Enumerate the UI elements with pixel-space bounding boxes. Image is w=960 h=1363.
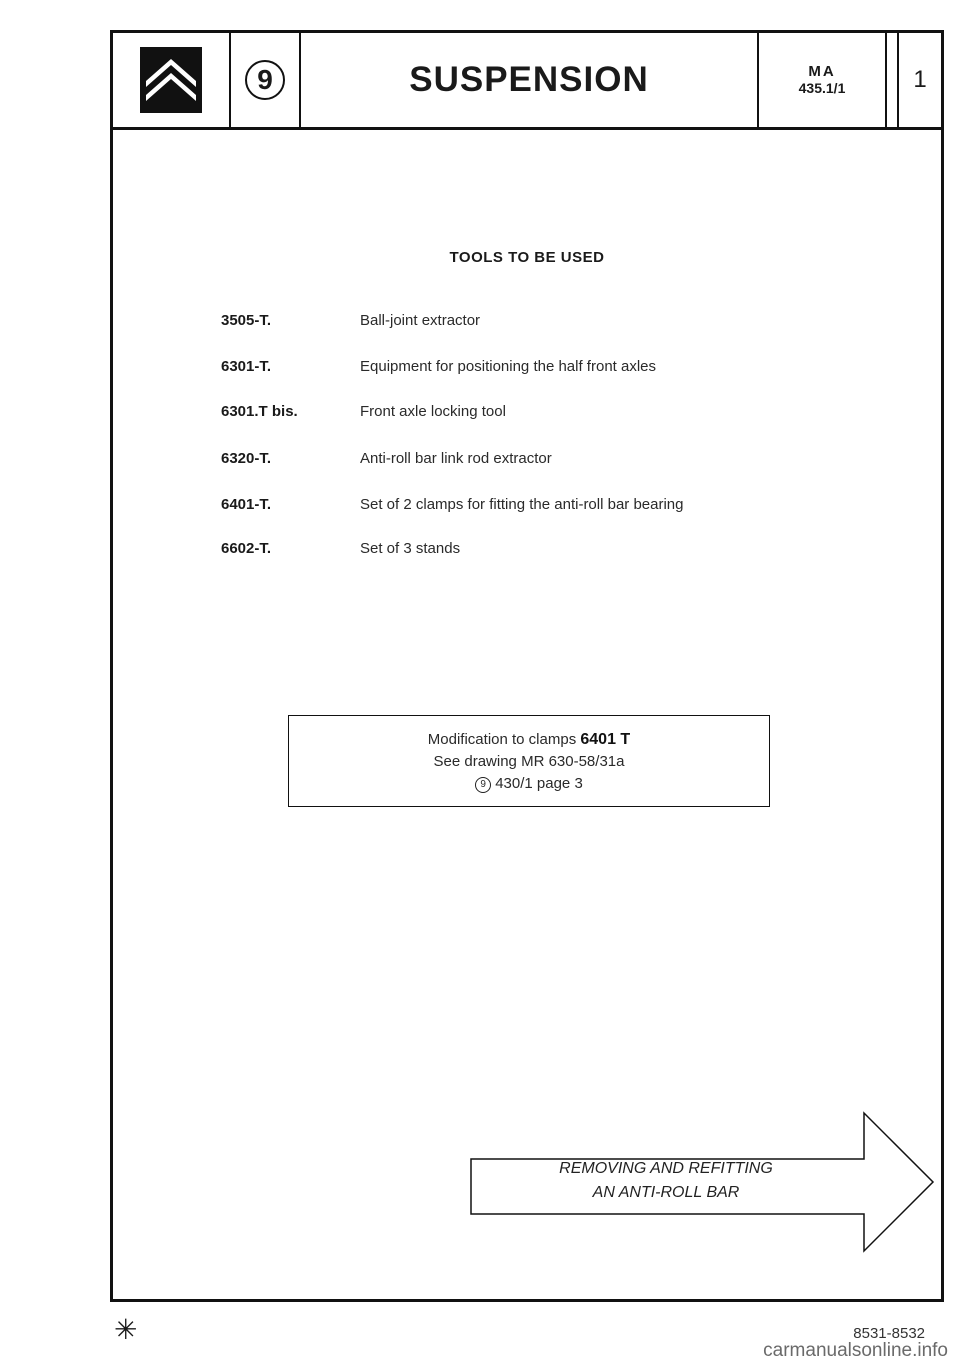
section-ref-circle: 9 [475,777,491,793]
tool-row [113,540,941,564]
tool-row [113,450,941,474]
modification-clamp-code: 6401 T [580,731,631,748]
tool-description: Set of 3 stands [360,540,461,557]
tool-row [113,358,941,382]
modification-page-ref: 430/1 page 3 [495,775,583,792]
tool-code: 3505-T. [221,312,272,329]
tool-description: Front axle locking tool [360,403,506,420]
asterisk-symbol: ✳ [114,1314,138,1345]
tool-description: Ball-joint extractor [360,312,481,329]
page-frame [110,30,944,1302]
tool-description: Equipment for positioning the half front axles [360,358,657,375]
tool-description: Set of 2 clamps for fitting the anti-roll bar bearing [360,496,684,513]
section-number-cell [231,33,301,127]
spacer-cell [887,33,899,127]
tool-row [113,312,941,336]
tool-row [113,403,941,427]
tool-description: Anti-roll bar link rod extractor [360,450,552,467]
page-title: SUSPENSION [409,60,649,99]
modification-text: Modification to clamps [427,731,577,748]
page-number: 1 [913,66,927,93]
watermark-text: carmanualsonline.info [763,1340,948,1361]
modification-line-3 [289,773,769,795]
tool-code: 6320-T. [221,450,272,467]
document-code: 8531-8532 [853,1325,925,1342]
modification-line-2: See drawing MR 630-58/31a [433,753,625,770]
header-bar [113,33,941,130]
citroen-logo-icon [140,47,202,113]
tool-code: 6301.T bis. [221,403,298,420]
manual-ref-top: MA [808,63,836,80]
tool-code: 6401-T. [221,496,272,513]
next-operation-line-2: AN ANTI-ROLL BAR [592,1184,740,1201]
page-number-cell [899,33,941,127]
modification-line-1 [289,729,769,751]
tool-row [113,496,941,520]
tool-code: 6301-T. [221,358,272,375]
section-number: 9 [245,60,285,100]
tool-code: 6602-T. [221,540,272,557]
logo-cell [113,33,231,127]
next-operation-line-1: REMOVING AND REFITTING [559,1160,773,1177]
tools-heading: TOOLS TO BE USED [449,249,605,266]
manual-ref-bottom: 435.1/1 [798,80,846,96]
title-cell [301,33,759,127]
modification-note [288,715,770,807]
manual-ref-cell [759,33,887,127]
next-operation-label [471,1157,861,1205]
